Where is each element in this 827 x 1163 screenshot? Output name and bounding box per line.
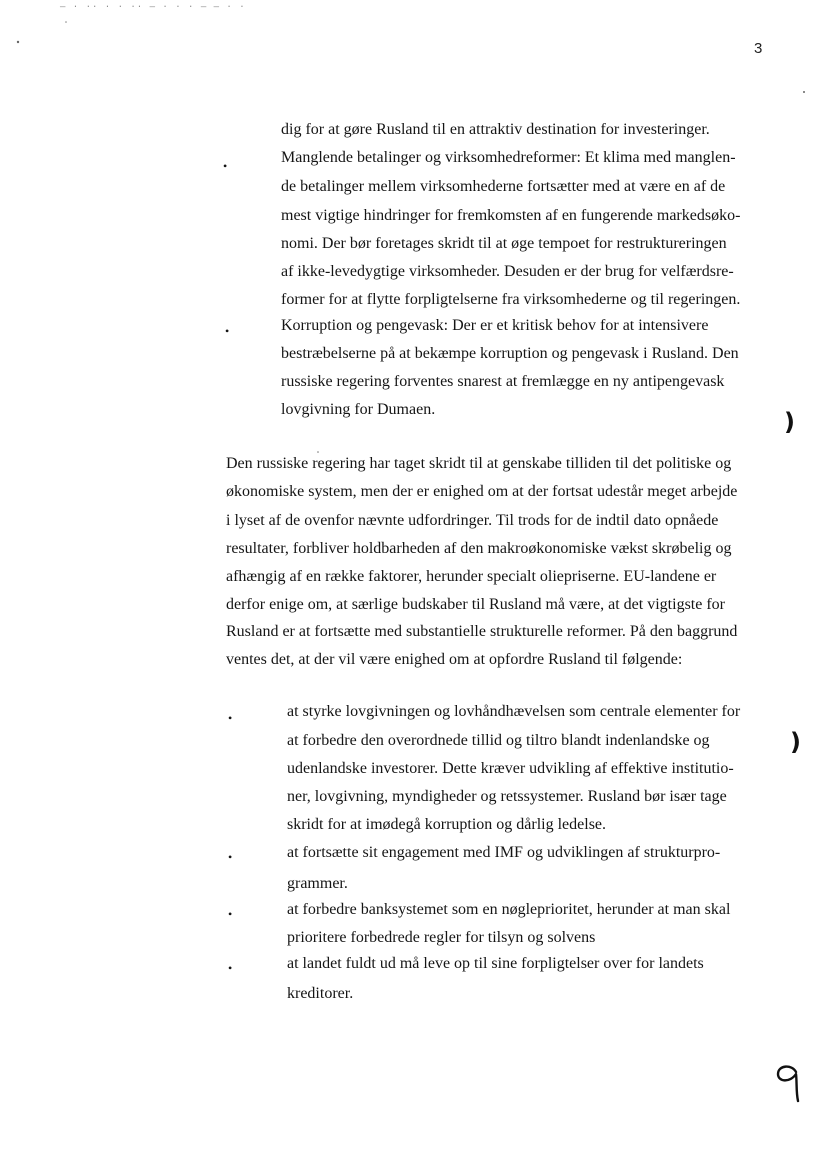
paragraph-line: i lyset af de ovenfor nævnte udfordringer. Til trods for de indtil dato opnåede xyxy=(226,512,719,529)
list-line: mest vigtige hindringer for fremkomsten af en fungerende markedsøko- xyxy=(281,207,741,224)
list-line: russiske regering forventes snarest at fremlægge en ny antipengevask xyxy=(281,373,725,390)
margin-bracket: ) xyxy=(784,408,795,436)
paragraph-line: økonomiske system, men der er enighed om at der fortsat udestår meget arbejde xyxy=(226,483,738,500)
bullet-dot: • xyxy=(228,907,233,921)
list-line: at forbedre banksystemet som en nøgleprioritet, herunder at man skal xyxy=(287,901,731,918)
list-line: grammer. xyxy=(287,875,348,892)
paragraph-line: derfor enige om, at særlige budskaber til Rusland må være, at det vigtigste for xyxy=(226,596,725,613)
list-line: af ikke-levedygtige virksomheder. Desuden er der brug for velfærdsre- xyxy=(281,263,734,280)
list-line: at forbedre den overordnede tillid og tiltro blandt indenlandske og xyxy=(287,732,710,749)
list-line: ner, lovgivning, myndigheder og retssystemer. Rusland bør især tage xyxy=(287,788,727,805)
paragraph-line: afhængig af en række faktorer, herunder specialt oliepriserne. EU-landene er xyxy=(226,568,717,585)
paragraph-line: Den russiske regering har taget skridt til at genskabe tilliden til det politiske og xyxy=(226,455,732,472)
list-line: kreditorer. xyxy=(287,985,354,1002)
bullet-dot: • xyxy=(225,324,230,338)
handwritten-page-number xyxy=(772,1062,806,1104)
list-line: bestræbelserne på at bekæmpe korruption og pengevask i Rusland. Den xyxy=(281,345,739,362)
list-line: udenlandske investorer. Dette kræver udvikling af effektive institutio- xyxy=(287,760,734,777)
list-line: Manglende betalinger og virksomhedreformer: Et klima med manglen- xyxy=(281,149,736,166)
intro-line: dig for at gøre Rusland til en attraktiv destination for investeringer. xyxy=(281,121,710,138)
list-line: former for at flytte forpligtelserne fra virksomhederne og til regeringen. xyxy=(281,291,741,308)
list-line: Korruption og pengevask: Der er et kritisk behov for at intensivere xyxy=(281,317,709,334)
list-line: nomi. Der bør foretages skridt til at øge tempoet for restruktureringen xyxy=(281,235,727,252)
list-line: prioritere forbedrede regler for tilsyn og solvens xyxy=(287,929,596,946)
paragraph-line: Rusland er at fortsætte med substantielle strukturelle reformer. På den baggrund xyxy=(226,623,738,640)
paragraph-line: resultater, forbliver holdbarheden af den makroøkonomiske vækst skrøbelig og xyxy=(226,540,732,557)
list-line: lovgivning for Dumaen. xyxy=(281,401,436,418)
bullet-dot: • xyxy=(228,850,233,864)
page-number: 3 xyxy=(754,40,763,57)
bullet-dot: • xyxy=(223,159,228,173)
paragraph-line: ventes det, at der vil være enighed om at opfordre Rusland til følgende: xyxy=(226,651,683,668)
bullet-dot: • xyxy=(228,961,233,975)
list-line: skridt for at imødegå korruption og dårlig ledelse. xyxy=(287,816,607,833)
list-line: at fortsætte sit engagement med IMF og udviklingen af strukturpro- xyxy=(287,844,721,861)
list-line: at landet fuldt ud må leve op til sine forpligtelser over for landets xyxy=(287,955,704,972)
list-line: at styrke lovgivningen og lovhåndhævelsen som centrale elementer for xyxy=(287,703,741,720)
fax-header-mark: — · ·· · · ·· — · · · — — · · xyxy=(60,2,246,12)
list-line: de betalinger mellem virksomhederne fortsætter med at være en af de xyxy=(281,178,726,195)
margin-bracket: ) xyxy=(790,728,801,756)
bullet-dot: • xyxy=(228,711,233,725)
